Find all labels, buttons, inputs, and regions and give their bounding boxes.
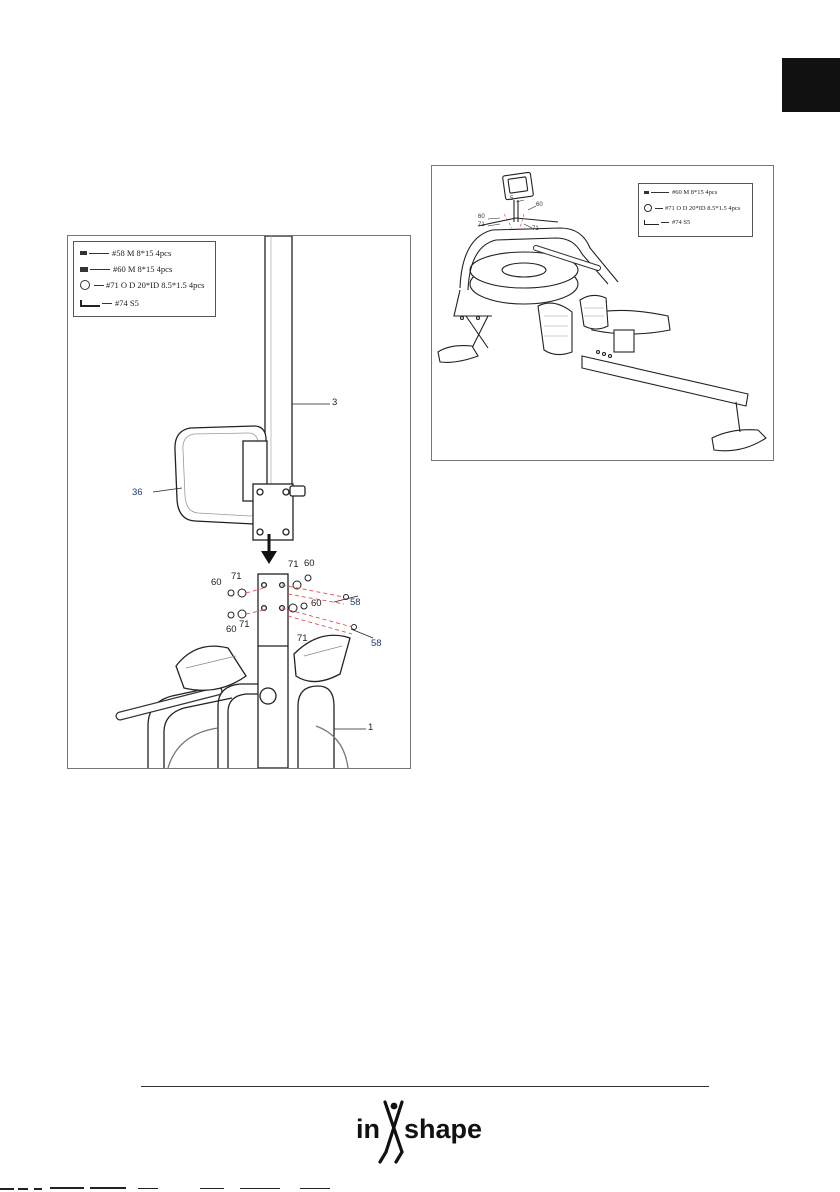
legend-text: #60 M 8*15 4pcs [113, 264, 173, 274]
callout-71: 71 [297, 633, 308, 644]
legend-text: #74 S5 [115, 298, 139, 308]
callout-71: 71 [231, 571, 242, 582]
callout-part-1: 1 [368, 722, 374, 733]
callout-60: 60 [226, 624, 237, 635]
assembly-figure-left [67, 235, 411, 769]
logo-text-right: shape [404, 1114, 483, 1144]
callout-60: 60 [311, 598, 322, 609]
section-tab-marker [782, 58, 840, 112]
bolt-icon [644, 191, 649, 194]
logo-text-left: in [356, 1114, 380, 1144]
inshape-logo-icon [346, 1096, 496, 1166]
hardware-legend-right [638, 183, 753, 237]
washer-icon [80, 280, 90, 290]
callout-60: 60 [211, 577, 222, 588]
callout-58: 58 [350, 597, 361, 608]
washer-icon [644, 204, 652, 212]
bolt-icon [80, 267, 88, 272]
scan-artifact [0, 1185, 380, 1192]
legend-item-74 [644, 219, 690, 226]
callout-60: 60 [304, 558, 315, 569]
callout-5: 5 [510, 196, 514, 202]
bolt-icon [80, 251, 87, 255]
hardware-legend-left [73, 241, 216, 317]
callout-part-3: 3 [332, 397, 338, 408]
callout-71: 71 [239, 619, 250, 630]
callout-60: 60 [536, 202, 543, 208]
brand-logo [346, 1096, 496, 1166]
callout-71: 71 [478, 222, 485, 228]
legend-text: #71 O D 20*ID 8.5*1.5 4pcs [106, 280, 205, 290]
legend-text: #71 O D 20*ID 8.5*1.5 4pcs [665, 204, 741, 212]
legend-text: #60 M 8*15 4pcs [672, 189, 718, 196]
callout-71: 71 [288, 559, 299, 570]
legend-item-71 [80, 280, 204, 290]
assembly-figure-right [431, 165, 774, 461]
footer-divider [141, 1086, 709, 1087]
legend-item-60 [644, 189, 717, 196]
callout-71: 71 [532, 226, 539, 232]
legend-text: #74 S5 [672, 219, 691, 226]
legend-item-74 [80, 298, 139, 308]
allen-key-icon [80, 300, 100, 307]
callout-60: 60 [478, 214, 485, 220]
legend-item-58 [80, 248, 171, 258]
legend-item-60 [80, 264, 172, 274]
legend-item-71 [644, 204, 740, 212]
callout-58: 58 [371, 638, 382, 649]
allen-key-icon [644, 220, 659, 225]
legend-text: #58 M 8*15 4pcs [112, 248, 172, 258]
callout-part-36: 36 [132, 487, 143, 498]
